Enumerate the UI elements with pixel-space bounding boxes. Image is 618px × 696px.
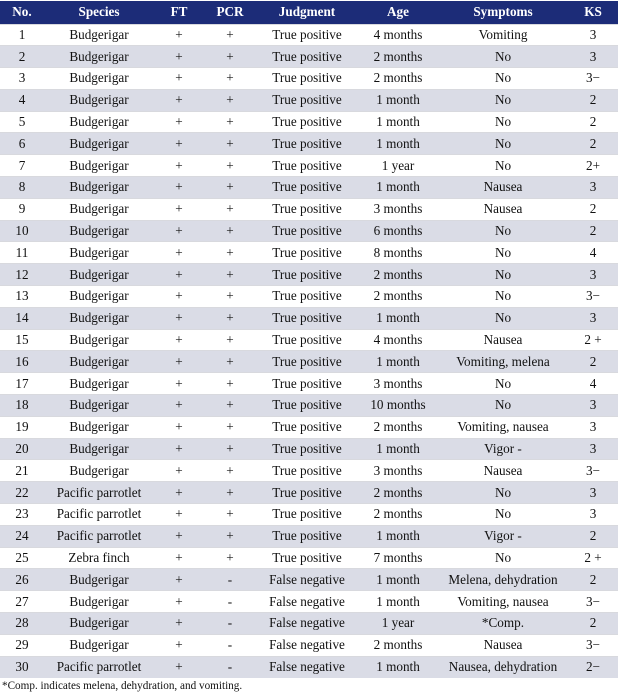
cell-judgment: True positive xyxy=(256,68,358,90)
cell-symptoms: No xyxy=(438,286,568,308)
col-header-pcr: PCR xyxy=(216,4,244,20)
table-row xyxy=(0,656,618,678)
cell-no: 5 xyxy=(0,111,44,133)
cell-ft: + xyxy=(154,591,204,613)
cell-judgment: True positive xyxy=(256,547,358,569)
table-row xyxy=(0,24,618,46)
cell-species: Pacific parrotlet xyxy=(44,482,154,504)
cell-pcr: + xyxy=(204,46,256,68)
table-row xyxy=(0,220,618,242)
cell-judgment: True positive xyxy=(256,307,358,329)
cell-ft: + xyxy=(154,395,204,417)
cell-judgment: True positive xyxy=(256,438,358,460)
cell-pcr: + xyxy=(204,395,256,417)
cell-ks: 3− xyxy=(568,634,618,656)
cell-ks: 3− xyxy=(568,591,618,613)
cell-ft: + xyxy=(154,416,204,438)
cell-symptoms: Nausea xyxy=(438,198,568,220)
cell-age: 6 months xyxy=(358,220,438,242)
table-row xyxy=(0,111,618,133)
cell-symptoms: Nausea, dehydration xyxy=(438,656,568,678)
cell-judgment: True positive xyxy=(256,286,358,308)
cell-no: 3 xyxy=(0,68,44,90)
cell-ft: + xyxy=(154,329,204,351)
cell-no: 17 xyxy=(0,373,44,395)
cell-no: 18 xyxy=(0,395,44,417)
cell-age: 1 month xyxy=(358,133,438,155)
cell-ft: + xyxy=(154,177,204,199)
cell-pcr: + xyxy=(204,373,256,395)
cell-symptoms: Vomiting, melena xyxy=(438,351,568,373)
cell-age: 3 months xyxy=(358,198,438,220)
cell-ft: + xyxy=(154,198,204,220)
cell-judgment: True positive xyxy=(256,416,358,438)
cell-pcr: + xyxy=(204,307,256,329)
cell-no: 20 xyxy=(0,438,44,460)
cell-species: Budgerigar xyxy=(44,634,154,656)
cell-symptoms: Vomiting, nausea xyxy=(438,416,568,438)
cell-age: 1 year xyxy=(358,155,438,177)
cell-ks: 3− xyxy=(568,68,618,90)
cell-species: Budgerigar xyxy=(44,155,154,177)
table-row xyxy=(0,460,618,482)
col-header-species: Species xyxy=(78,4,120,20)
cell-age: 1 month xyxy=(358,569,438,591)
cell-symptoms: No xyxy=(438,242,568,264)
table-row xyxy=(0,198,618,220)
cell-pcr: + xyxy=(204,198,256,220)
cell-pcr: + xyxy=(204,438,256,460)
col-header-symptoms: Symptoms xyxy=(473,4,533,20)
cell-age: 4 months xyxy=(358,329,438,351)
cell-symptoms: No xyxy=(438,68,568,90)
cell-species: Budgerigar xyxy=(44,46,154,68)
cell-species: Pacific parrotlet xyxy=(44,656,154,678)
cell-judgment: True positive xyxy=(256,482,358,504)
cell-ft: + xyxy=(154,351,204,373)
cell-symptoms: *Comp. xyxy=(438,613,568,635)
cell-no: 6 xyxy=(0,133,44,155)
cell-age: 2 months xyxy=(358,634,438,656)
cell-judgment: True positive xyxy=(256,395,358,417)
cell-ks: 3 xyxy=(568,395,618,417)
table-row xyxy=(0,133,618,155)
cell-no: 30 xyxy=(0,656,44,678)
table-row xyxy=(0,264,618,286)
cell-no: 28 xyxy=(0,613,44,635)
cell-symptoms: Nausea xyxy=(438,177,568,199)
cell-species: Budgerigar xyxy=(44,177,154,199)
cell-ks: 2+ xyxy=(568,155,618,177)
cell-symptoms: Nausea xyxy=(438,329,568,351)
cell-ft: + xyxy=(154,634,204,656)
cell-no: 19 xyxy=(0,416,44,438)
table-row xyxy=(0,504,618,526)
cell-species: Budgerigar xyxy=(44,395,154,417)
cell-judgment: True positive xyxy=(256,351,358,373)
cell-no: 9 xyxy=(0,198,44,220)
cell-symptoms: No xyxy=(438,482,568,504)
table-row xyxy=(0,351,618,373)
cell-species: Budgerigar xyxy=(44,591,154,613)
cell-age: 2 months xyxy=(358,68,438,90)
cell-ks: 3 xyxy=(568,416,618,438)
cell-species: Budgerigar xyxy=(44,198,154,220)
cell-symptoms: No xyxy=(438,264,568,286)
cell-ft: + xyxy=(154,438,204,460)
cell-judgment: True positive xyxy=(256,264,358,286)
cell-ft: + xyxy=(154,504,204,526)
cell-ft: + xyxy=(154,373,204,395)
table-row xyxy=(0,177,618,199)
cell-ks: 2 xyxy=(568,111,618,133)
cell-species: Budgerigar xyxy=(44,613,154,635)
cell-age: 2 months xyxy=(358,264,438,286)
cell-symptoms: Vomiting, nausea xyxy=(438,591,568,613)
cell-species: Budgerigar xyxy=(44,220,154,242)
cell-ks: 3 xyxy=(568,46,618,68)
cell-no: 10 xyxy=(0,220,44,242)
cell-ft: + xyxy=(154,460,204,482)
table-row xyxy=(0,634,618,656)
cell-judgment: False negative xyxy=(256,569,358,591)
cell-age: 1 month xyxy=(358,111,438,133)
cell-no: 23 xyxy=(0,504,44,526)
cell-pcr: + xyxy=(204,286,256,308)
cell-judgment: False negative xyxy=(256,591,358,613)
cell-pcr: + xyxy=(204,504,256,526)
table-row xyxy=(0,155,618,177)
cell-symptoms: No xyxy=(438,220,568,242)
cell-ft: + xyxy=(154,569,204,591)
cell-no: 12 xyxy=(0,264,44,286)
cell-pcr: + xyxy=(204,525,256,547)
cell-pcr: + xyxy=(204,89,256,111)
cell-pcr: - xyxy=(204,591,256,613)
table-row xyxy=(0,547,618,569)
cell-no: 13 xyxy=(0,286,44,308)
cell-ks: 3 xyxy=(568,264,618,286)
cell-no: 21 xyxy=(0,460,44,482)
cell-judgment: True positive xyxy=(256,24,358,46)
cell-ft: + xyxy=(154,656,204,678)
col-header-judgment: Judgment xyxy=(278,4,336,20)
cell-ks: 3 xyxy=(568,24,618,46)
cell-pcr: + xyxy=(204,133,256,155)
cell-judgment: True positive xyxy=(256,329,358,351)
cell-ft: + xyxy=(154,155,204,177)
cell-pcr: + xyxy=(204,329,256,351)
table-row xyxy=(0,89,618,111)
cell-judgment: True positive xyxy=(256,373,358,395)
cell-judgment: True positive xyxy=(256,242,358,264)
cell-ft: + xyxy=(154,46,204,68)
cell-judgment: True positive xyxy=(256,111,358,133)
cell-pcr: + xyxy=(204,111,256,133)
cell-ft: + xyxy=(154,242,204,264)
cell-judgment: True positive xyxy=(256,133,358,155)
cell-symptoms: No xyxy=(438,504,568,526)
cell-ks: 2 xyxy=(568,351,618,373)
cell-no: 1 xyxy=(0,24,44,46)
cell-species: Budgerigar xyxy=(44,438,154,460)
cell-pcr: + xyxy=(204,460,256,482)
table-row xyxy=(0,525,618,547)
table-row xyxy=(0,68,618,90)
cell-no: 14 xyxy=(0,307,44,329)
cell-no: 25 xyxy=(0,547,44,569)
cell-pcr: + xyxy=(204,177,256,199)
cell-symptoms: Nausea xyxy=(438,634,568,656)
cell-species: Budgerigar xyxy=(44,460,154,482)
cell-age: 2 months xyxy=(358,46,438,68)
cell-species: Budgerigar xyxy=(44,264,154,286)
results-table xyxy=(0,1,618,678)
table-row xyxy=(0,438,618,460)
cell-age: 2 months xyxy=(358,482,438,504)
cell-no: 7 xyxy=(0,155,44,177)
cell-ft: + xyxy=(154,220,204,242)
cell-judgment: True positive xyxy=(256,177,358,199)
cell-ks: 2− xyxy=(568,656,618,678)
cell-ks: 2 xyxy=(568,198,618,220)
cell-judgment: True positive xyxy=(256,220,358,242)
cell-age: 1 month xyxy=(358,177,438,199)
cell-species: Budgerigar xyxy=(44,416,154,438)
cell-pcr: + xyxy=(204,155,256,177)
cell-symptoms: No xyxy=(438,155,568,177)
cell-judgment: True positive xyxy=(256,46,358,68)
cell-ks: 2 xyxy=(568,525,618,547)
cell-symptoms: No xyxy=(438,547,568,569)
cell-ks: 3 xyxy=(568,482,618,504)
cell-no: 22 xyxy=(0,482,44,504)
cell-species: Budgerigar xyxy=(44,68,154,90)
cell-no: 15 xyxy=(0,329,44,351)
cell-pcr: + xyxy=(204,416,256,438)
cell-judgment: False negative xyxy=(256,634,358,656)
table-row xyxy=(0,46,618,68)
table-row xyxy=(0,395,618,417)
table-row xyxy=(0,329,618,351)
cell-pcr: - xyxy=(204,656,256,678)
col-header-ks: KS xyxy=(584,4,602,20)
cell-ft: + xyxy=(154,525,204,547)
cell-ks: 2 xyxy=(568,133,618,155)
cell-pcr: - xyxy=(204,569,256,591)
cell-ft: + xyxy=(154,286,204,308)
cell-pcr: + xyxy=(204,264,256,286)
cell-ft: + xyxy=(154,482,204,504)
cell-no: 16 xyxy=(0,351,44,373)
cell-symptoms: Melena, dehydration xyxy=(438,569,568,591)
cell-pcr: + xyxy=(204,220,256,242)
cell-symptoms: No xyxy=(438,46,568,68)
cell-age: 1 month xyxy=(358,307,438,329)
cell-species: Budgerigar xyxy=(44,242,154,264)
cell-species: Budgerigar xyxy=(44,329,154,351)
cell-age: 8 months xyxy=(358,242,438,264)
cell-ks: 3 xyxy=(568,504,618,526)
table-row xyxy=(0,416,618,438)
cell-age: 2 months xyxy=(358,286,438,308)
cell-pcr: + xyxy=(204,351,256,373)
cell-ft: + xyxy=(154,24,204,46)
cell-ks: 3− xyxy=(568,460,618,482)
table-row xyxy=(0,482,618,504)
cell-age: 10 months xyxy=(358,395,438,417)
cell-age: 1 year xyxy=(358,613,438,635)
cell-species: Budgerigar xyxy=(44,89,154,111)
cell-species: Budgerigar xyxy=(44,133,154,155)
table-footnote: *Comp. indicates melena, dehydration, and vomiting. xyxy=(2,680,243,692)
cell-ks: 2 xyxy=(568,569,618,591)
col-header-ft: FT xyxy=(170,4,188,20)
cell-ft: + xyxy=(154,89,204,111)
cell-ks: 2 + xyxy=(568,547,618,569)
cell-ft: + xyxy=(154,264,204,286)
cell-species: Budgerigar xyxy=(44,351,154,373)
cell-species: Zebra finch xyxy=(44,547,154,569)
cell-symptoms: No xyxy=(438,89,568,111)
cell-age: 7 months xyxy=(358,547,438,569)
cell-ft: + xyxy=(154,133,204,155)
cell-species: Budgerigar xyxy=(44,569,154,591)
cell-pcr: + xyxy=(204,242,256,264)
table-row xyxy=(0,373,618,395)
cell-age: 3 months xyxy=(358,460,438,482)
cell-species: Budgerigar xyxy=(44,373,154,395)
cell-ks: 3 xyxy=(568,177,618,199)
cell-pcr: + xyxy=(204,68,256,90)
cell-ks: 4 xyxy=(568,242,618,264)
cell-species: Budgerigar xyxy=(44,286,154,308)
cell-no: 8 xyxy=(0,177,44,199)
cell-ks: 3 xyxy=(568,438,618,460)
table-body xyxy=(0,24,618,678)
cell-ft: + xyxy=(154,307,204,329)
cell-species: Budgerigar xyxy=(44,307,154,329)
cell-ks: 2 xyxy=(568,220,618,242)
cell-no: 4 xyxy=(0,89,44,111)
cell-judgment: True positive xyxy=(256,155,358,177)
cell-pcr: + xyxy=(204,24,256,46)
cell-age: 2 months xyxy=(358,504,438,526)
cell-age: 1 month xyxy=(358,438,438,460)
col-header-no: No. xyxy=(12,4,32,20)
table-header-row xyxy=(0,1,618,24)
cell-symptoms: No xyxy=(438,111,568,133)
cell-pcr: + xyxy=(204,547,256,569)
cell-age: 4 months xyxy=(358,24,438,46)
cell-symptoms: Vomiting xyxy=(438,24,568,46)
cell-no: 2 xyxy=(0,46,44,68)
cell-no: 26 xyxy=(0,569,44,591)
cell-age: 2 months xyxy=(358,416,438,438)
table-row xyxy=(0,307,618,329)
cell-no: 29 xyxy=(0,634,44,656)
cell-no: 11 xyxy=(0,242,44,264)
cell-ft: + xyxy=(154,111,204,133)
cell-pcr: + xyxy=(204,482,256,504)
table-row xyxy=(0,591,618,613)
cell-ks: 2 xyxy=(568,613,618,635)
cell-ks: 3 xyxy=(568,307,618,329)
cell-age: 1 month xyxy=(358,351,438,373)
cell-judgment: True positive xyxy=(256,89,358,111)
cell-ks: 2 xyxy=(568,89,618,111)
cell-pcr: - xyxy=(204,613,256,635)
cell-ft: + xyxy=(154,613,204,635)
cell-ks: 3− xyxy=(568,286,618,308)
cell-symptoms: Vigor - xyxy=(438,525,568,547)
cell-judgment: True positive xyxy=(256,460,358,482)
cell-judgment: True positive xyxy=(256,198,358,220)
cell-age: 3 months xyxy=(358,373,438,395)
cell-species: Budgerigar xyxy=(44,24,154,46)
cell-symptoms: Nausea xyxy=(438,460,568,482)
cell-judgment: True positive xyxy=(256,504,358,526)
cell-symptoms: No xyxy=(438,373,568,395)
cell-ft: + xyxy=(154,547,204,569)
cell-symptoms: No xyxy=(438,307,568,329)
cell-age: 1 month xyxy=(358,591,438,613)
cell-age: 1 month xyxy=(358,525,438,547)
cell-judgment: True positive xyxy=(256,525,358,547)
table-row xyxy=(0,286,618,308)
cell-no: 27 xyxy=(0,591,44,613)
cell-judgment: False negative xyxy=(256,613,358,635)
cell-no: 24 xyxy=(0,525,44,547)
col-header-age: Age xyxy=(387,4,409,20)
cell-species: Pacific parrotlet xyxy=(44,504,154,526)
cell-symptoms: No xyxy=(438,395,568,417)
cell-ks: 4 xyxy=(568,373,618,395)
cell-ft: + xyxy=(154,68,204,90)
table-row xyxy=(0,242,618,264)
cell-symptoms: No xyxy=(438,133,568,155)
table-row xyxy=(0,569,618,591)
cell-age: 1 month xyxy=(358,656,438,678)
cell-age: 1 month xyxy=(358,89,438,111)
cell-pcr: - xyxy=(204,634,256,656)
cell-species: Pacific parrotlet xyxy=(44,525,154,547)
table-row xyxy=(0,613,618,635)
cell-symptoms: Vigor - xyxy=(438,438,568,460)
cell-ks: 2 + xyxy=(568,329,618,351)
cell-judgment: False negative xyxy=(256,656,358,678)
cell-species: Budgerigar xyxy=(44,111,154,133)
